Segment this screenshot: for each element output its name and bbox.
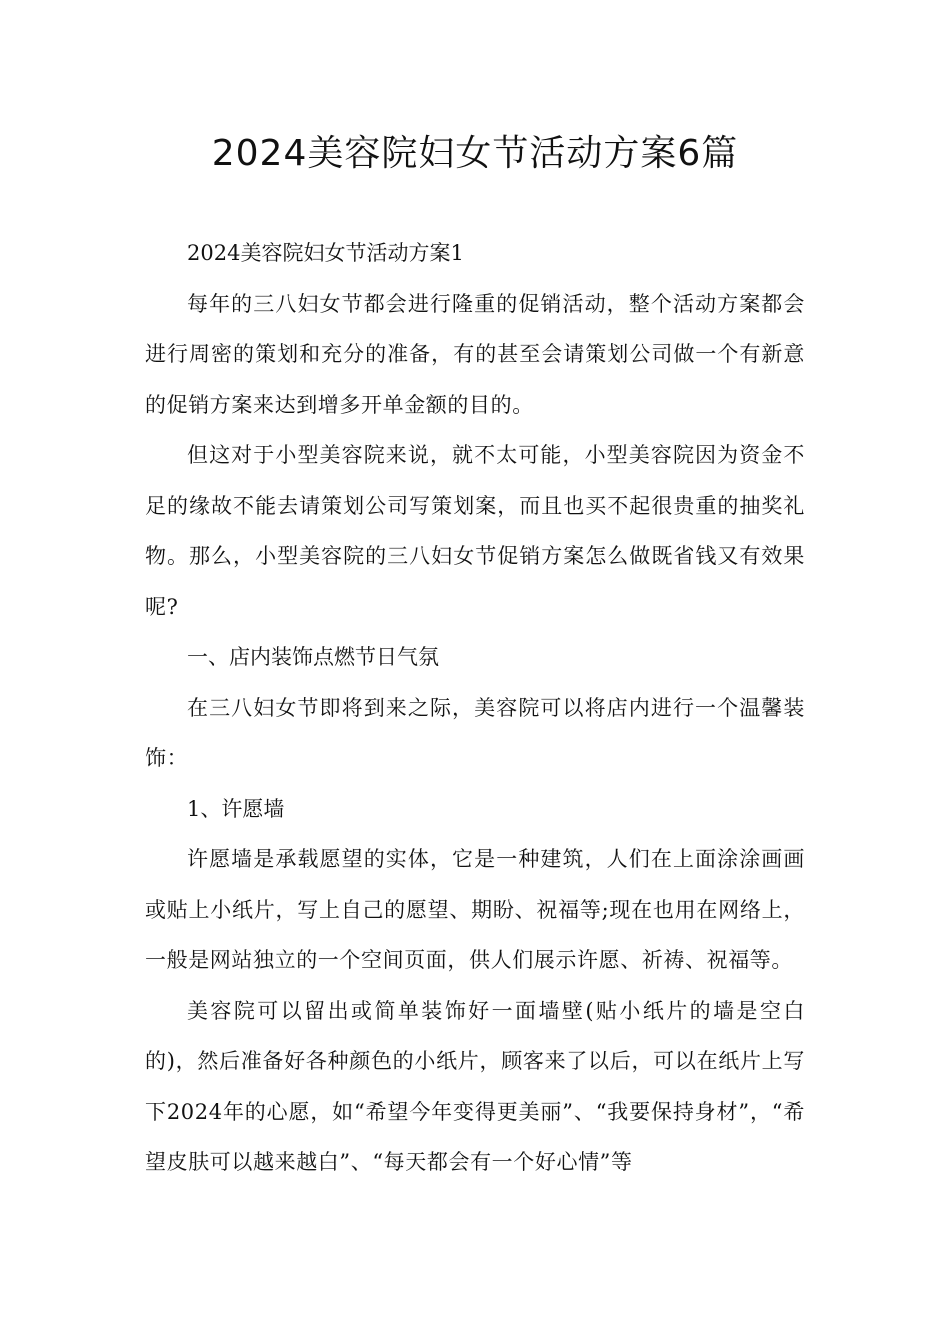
section-heading: 2024美容院妇女节活动方案1	[187, 241, 464, 265]
section-heading: 1、许愿墙	[187, 796, 285, 821]
paragraph: 许愿墙是承载愿望的实体，它是一种建筑，人们在上面涂涂画画或贴上小纸片，写上自己的愿望、期盼、祝福等;现在也用在网络上，一般是网站独立的一个空间页面，供人们展示许愿、祈祷、祝福等。	[145, 847, 805, 972]
paragraph: 在三八妇女节即将到来之际，美容院可以将店内进行一个温馨装饰：	[145, 695, 805, 770]
section-heading: 一、店内装饰点燃节日气氛	[187, 645, 439, 669]
paragraph: 美容院可以留出或简单装饰好一面墙壁(贴小纸片的墙是空白的)，然后准备好各种颜色的小纸片，顾客来了以后，可以在纸片上写下2024年的心愿，如“希望今年变得更美丽”、“我要保持身材”，“希望皮肤可以越来越白”、“每天都会有一个好心情”等	[145, 998, 805, 1174]
paragraph: 每年的三八妇女节都会进行隆重的促销活动，整个活动方案都会进行周密的策划和充分的准备，有的甚至会请策划公司做一个有新意的促销方案来达到增多开单金额的目的。	[145, 291, 805, 417]
document-body	[145, 228, 805, 1188]
document-title: 2024美容院妇女节活动方案6篇	[211, 133, 739, 174]
paragraph: 但这对于小型美容院来说，就不太可能，小型美容院因为资金不足的缘故不能去请策划公司写策划案，而且也买不起很贵重的抽奖礼物。那么，小型美容院的三八妇女节促销方案怎么做既省钱又有效果呢?	[145, 443, 805, 619]
